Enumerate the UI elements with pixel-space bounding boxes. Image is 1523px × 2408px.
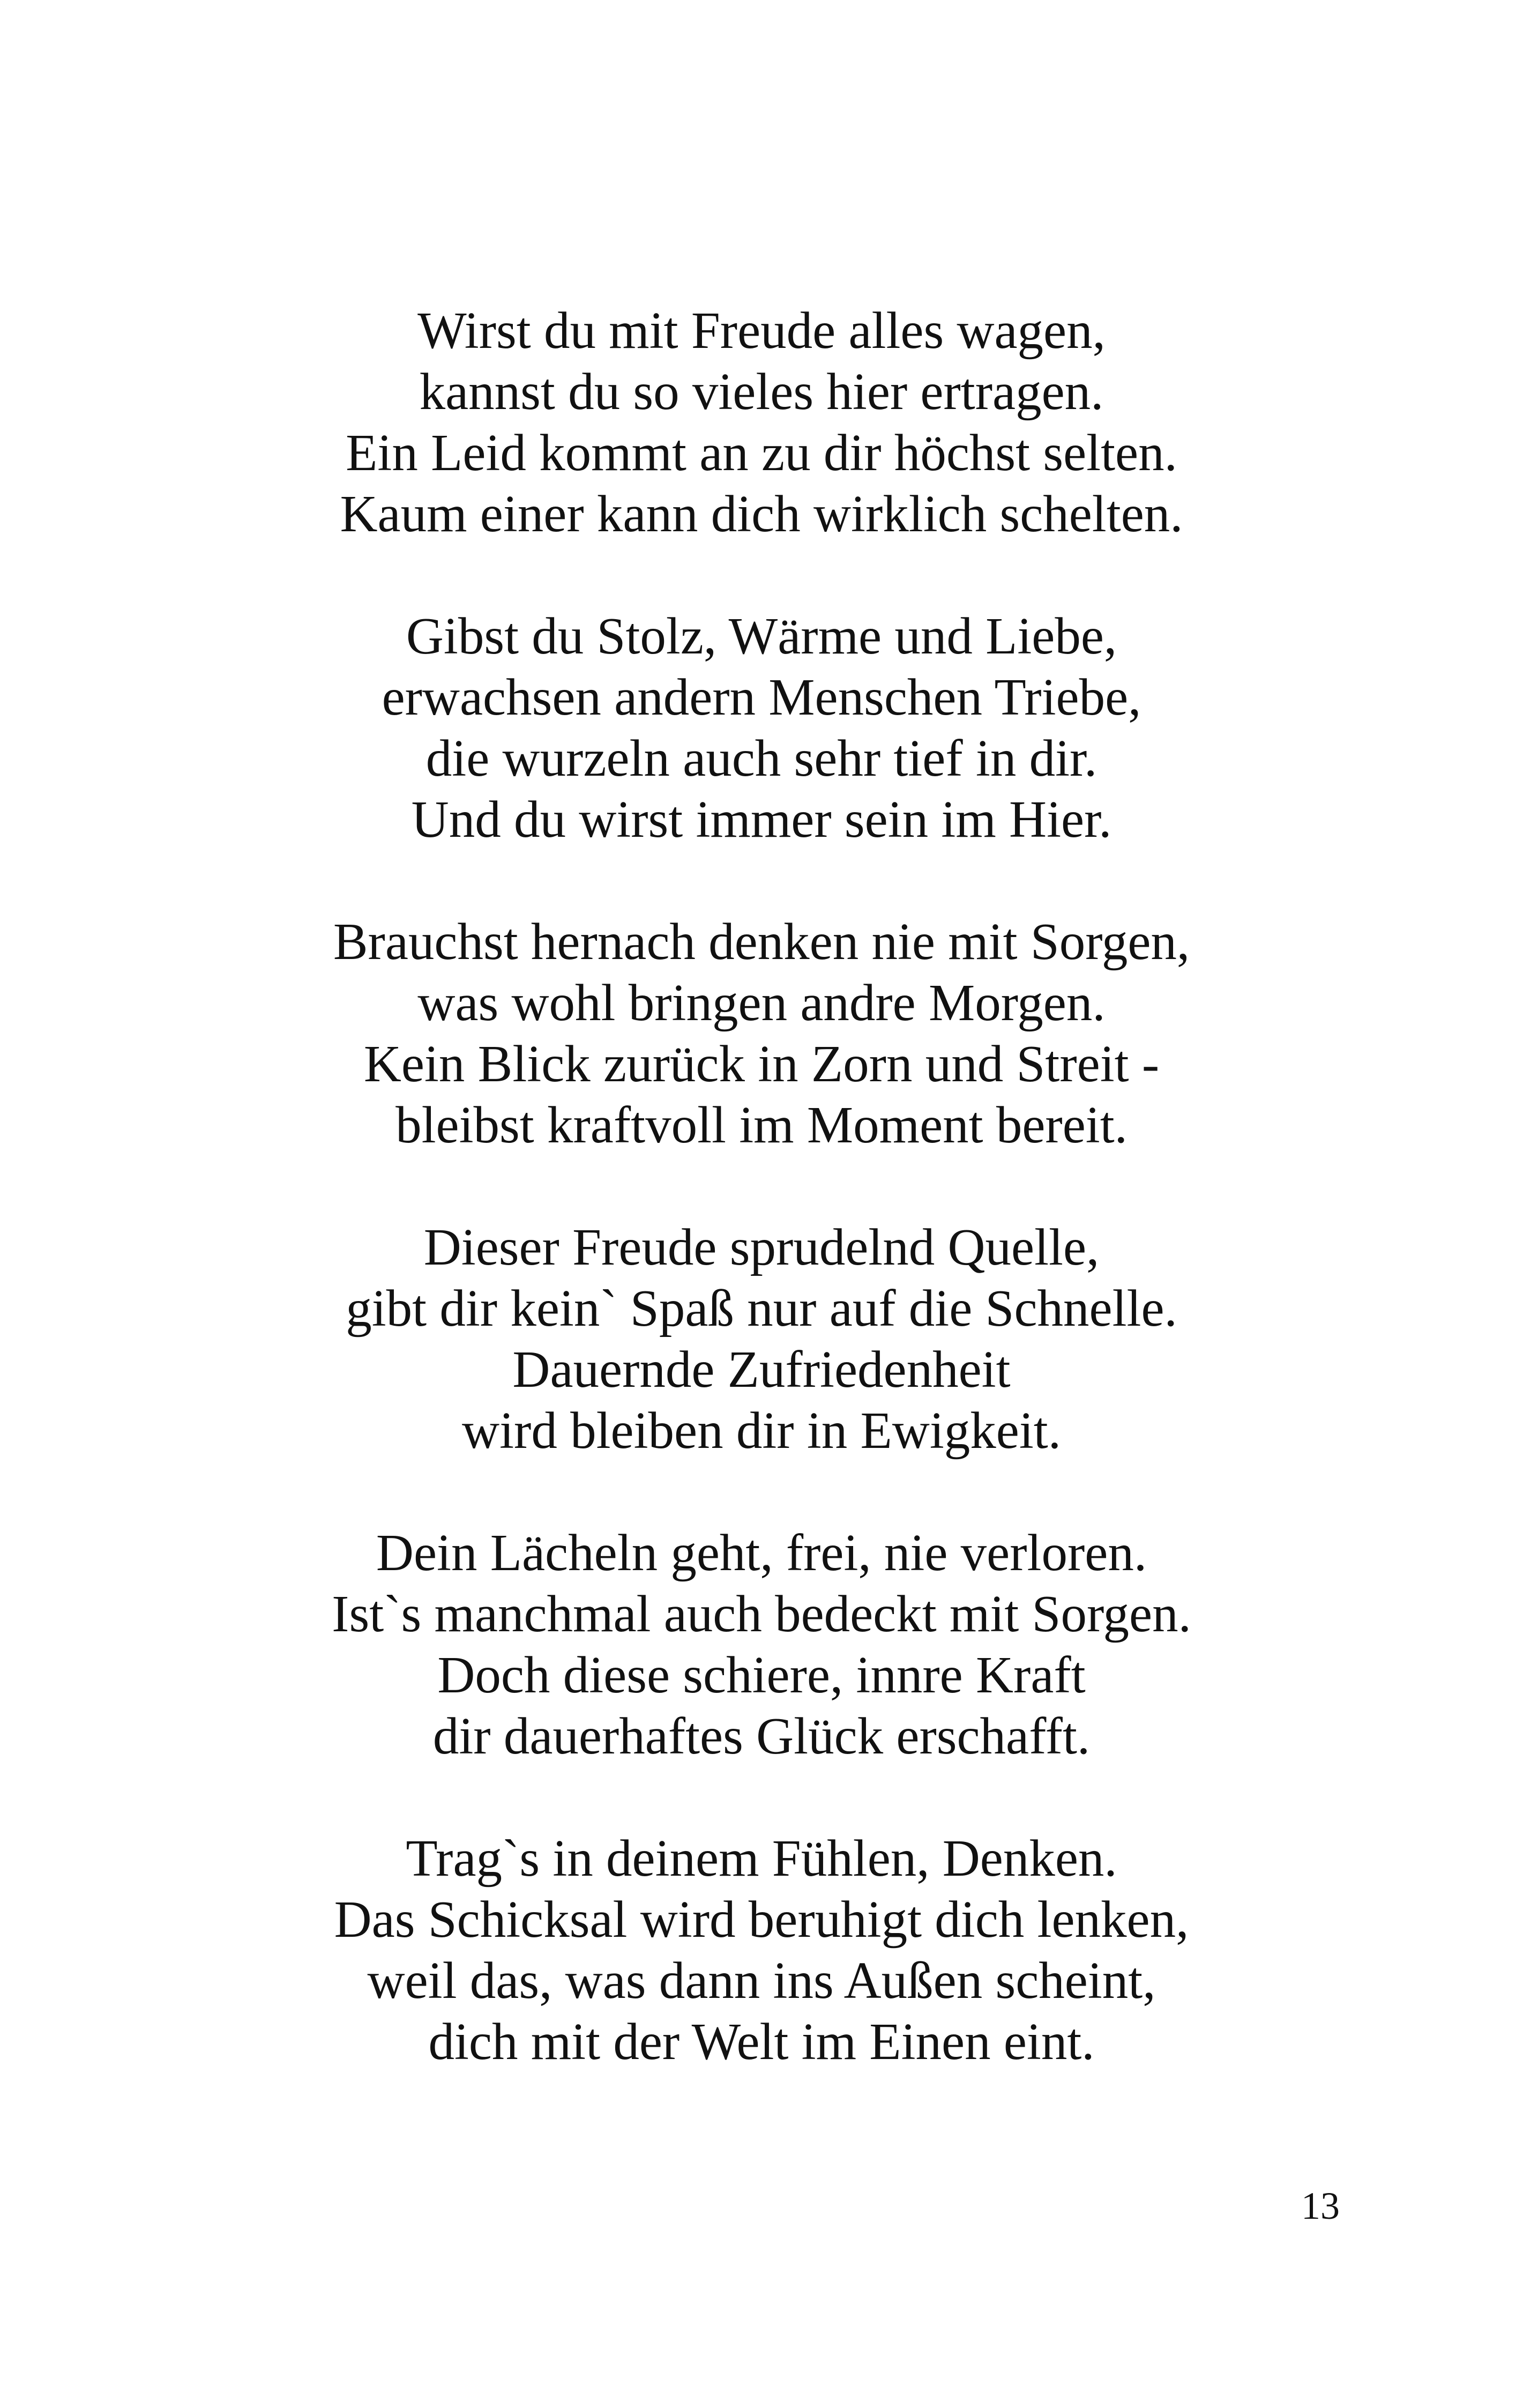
stanza-1 bbox=[0, 300, 1523, 545]
poem-line: dich mit der Welt im Einen eint. bbox=[428, 2013, 1095, 2070]
stanza-4 bbox=[0, 1217, 1523, 1461]
stanza-5 bbox=[0, 1522, 1523, 1767]
poem-line: Dauernde Zufriedenheit bbox=[512, 1341, 1011, 1398]
poem-line: Gibst du Stolz, Wärme und Liebe, bbox=[406, 607, 1117, 665]
poem-line: Doch diese schiere, innre Kraft bbox=[437, 1646, 1086, 1704]
stanza-3 bbox=[0, 911, 1523, 1156]
poem-line: Brauchst hernach denken nie mit Sorgen, bbox=[333, 913, 1190, 970]
poem-line: wird bleiben dir in Ewigkeit. bbox=[462, 1402, 1061, 1459]
poem-line: Kein Blick zurück in Zorn und Streit - bbox=[363, 1035, 1160, 1092]
poem-line: kannst du so vieles hier ertragen. bbox=[419, 363, 1104, 420]
poem-line: weil das, was dann ins Außen scheint, bbox=[367, 1952, 1156, 2009]
poem-line: Trag`s in deinem Fühlen, Denken. bbox=[406, 1830, 1117, 1887]
poem-line: dir dauerhaftes Glück erschafft. bbox=[432, 1707, 1091, 1765]
poem-line: die wurzeln auch sehr tief in dir. bbox=[425, 730, 1098, 787]
poem-line: Das Schicksal wird beruhigt dich lenken, bbox=[334, 1891, 1189, 1948]
poem-line: Wirst du mit Freude alles wagen, bbox=[417, 302, 1106, 359]
poem bbox=[0, 300, 1523, 2134]
poem-line: Ein Leid kommt an zu dir höchst selten. bbox=[346, 424, 1177, 481]
poem-line: Ist`s manchmal auch bedeckt mit Sorgen. bbox=[332, 1585, 1191, 1643]
poem-line: gibt dir kein` Spaß nur auf die Schnelle. bbox=[346, 1280, 1177, 1337]
poem-line: bleibst kraftvoll im Moment bereit. bbox=[395, 1096, 1128, 1154]
poem-line: Dein Lächeln geht, frei, nie verloren. bbox=[376, 1524, 1147, 1581]
poem-line: Und du wirst immer sein im Hier. bbox=[411, 791, 1112, 848]
stanza-6 bbox=[0, 1828, 1523, 2072]
poem-line: was wohl bringen andre Morgen. bbox=[417, 974, 1106, 1031]
stanza-2 bbox=[0, 606, 1523, 850]
poem-line: erwachsen andern Menschen Triebe, bbox=[382, 668, 1141, 726]
page-number: 13 bbox=[1301, 2184, 1340, 2227]
poem-line: Dieser Freude sprudelnd Quelle, bbox=[423, 1218, 1100, 1276]
poem-line: Kaum einer kann dich wirklich schelten. bbox=[340, 485, 1183, 542]
